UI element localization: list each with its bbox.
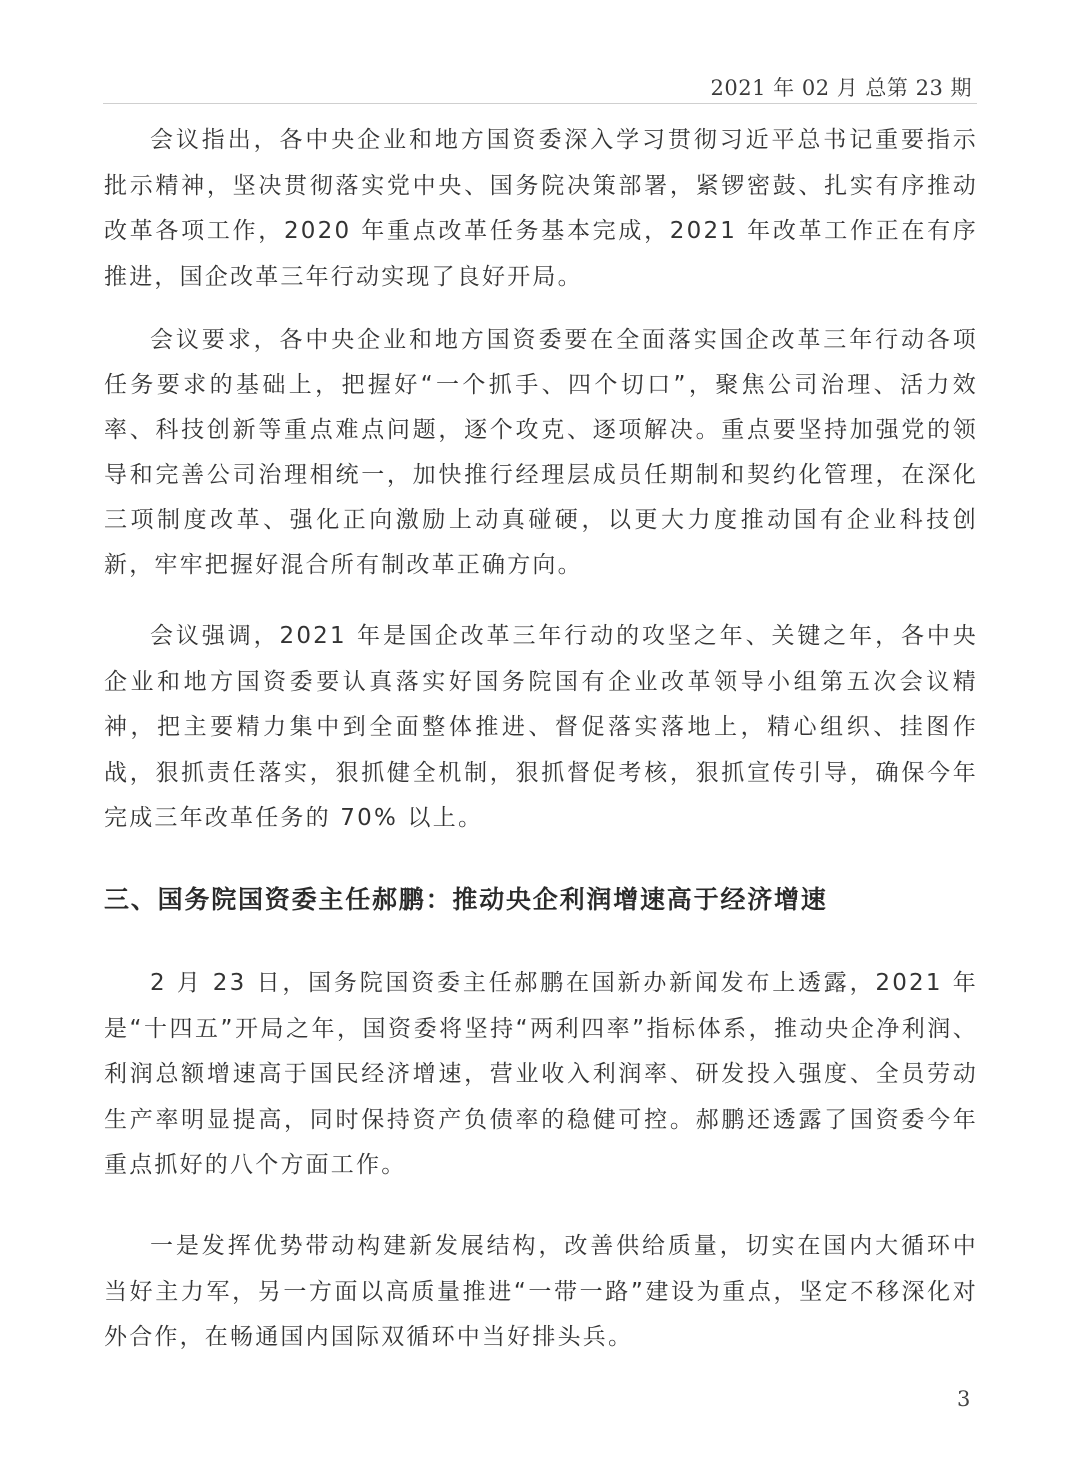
body-paragraph: 会议要求，各中央企业和地方国资委要在全面落实国企改革三年行动各项任务要求的基础上，把握好“一个抓手、四个切口”，聚焦公司治理、活力效率、科技创新等重点难点问题，逐个攻克、逐项解决。重点要坚持加强党的领导和完善公司治理相统一，加快推行经理层成员任期制和契约化管理，在深化三项制度改革、强化正向激励上动真碰硬，以更大力度推动国有企业科技创新，牢牢把握好混合所有制改革正确方向。: [104, 327, 978, 578]
body-paragraph: 会议强调，2021 年是国企改革三年行动的攻坚之年、关键之年，各中央企业和地方国资委要认真落实好国务院国有企业改革领导小组第五次会议精神，把主要精力集中到全面整体推进、督促落实落地上，精心组织、挂图作战，狠抓责任落实，狠抓健全机制，狠抓督促考核，狠抓宣传引导，确保今年完成三年改革任务的 70% 以上。: [104, 623, 978, 831]
issue-info: 2021 年 02 月 总第 23 期: [710, 76, 972, 100]
section-heading: 三、国务院国资委主任郝鹏：推动央企利润增速高于经济增速: [104, 885, 828, 914]
header-divider: [103, 103, 977, 104]
section-paragraph: 2 月 23 日，国务院国资委主任郝鹏在国新办新闻发布上透露，2021 年是“十四五”开局之年，国资委将坚持“两利四率”指标体系，推动央企净利润、利润总额增速高于国民经济增速，营业收入利润率、研发投入强度、全员劳动生产率明显提高，同时保持资产负债率的稳健可控。郝鹏还透露了国资委今年重点抓好的八个方面工作。: [104, 970, 978, 1178]
body-paragraph: 会议指出，各中央企业和地方国资委深入学习贯彻习近平总书记重要指示批示精神，坚决贯彻落实党中央、国务院决策部署，紧锣密鼓、扎实有序推动改革各项工作，2020 年重点改革任务基本完成，2021 年改革工作正在有序推进，国企改革三年行动实现了良好开局。: [104, 127, 978, 290]
section-paragraph: 一是发挥优势带动构建新发展结构，改善供给质量，切实在国内大循环中当好主力军，另一方面以高质量推进“一带一路”建设为重点，坚定不移深化对外合作，在畅通国内国际双循环中当好排头兵。: [104, 1233, 978, 1350]
page-number: 3: [957, 1387, 971, 1411]
